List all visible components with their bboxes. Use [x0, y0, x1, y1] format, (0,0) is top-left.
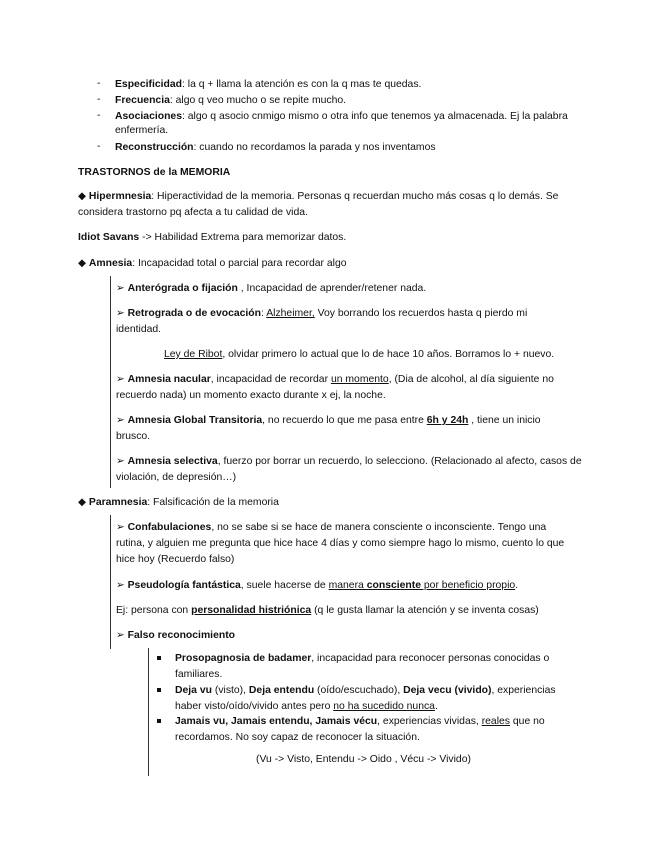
- definition: : cuando no recordamos la parada y nos inventamos: [193, 142, 436, 153]
- term: Especificidad: [115, 79, 182, 90]
- term: Amnesia: [88, 258, 133, 269]
- definition: : la q + llama la atención es con la q mas te quedas.: [182, 79, 422, 90]
- definition: , no se sabe si se hace de manera consciente o inconsciente. Tengo una rutina, y alguien me pregunta que hice hace 4 días y como siempre hago lo mismo, cuento lo que hice hoy (Recuerdo falso): [116, 522, 565, 565]
- prosopagnosia-item: [175, 651, 565, 683]
- diamond-bullet-icon: ◆: [78, 191, 86, 202]
- underlined-term: no ha sucedido nunca: [333, 701, 435, 712]
- nacular-item: ➢ Amnesia nacular, incapacidad de recordar un momento, (Dia de alcohol, al día siguiente no recuerdo nada) un momento exacto durante x ej, la noche.: [116, 374, 554, 401]
- underlined-term: Alzheimer,: [266, 308, 315, 319]
- jamais-vu-item: Jamais vu, Jamais entendu, Jamais vécu, experiencias vividas, reales que no recordamos. No soy capaz de reconocer la situación.: [175, 716, 545, 743]
- term: Confabulaciones: [127, 522, 212, 533]
- definition: , incapacidad para reconocer personas conocidas o familiares.: [175, 653, 550, 680]
- falso-reconocimiento-heading: [116, 628, 235, 643]
- term: Falso reconocimiento: [127, 630, 236, 641]
- idiot-savans-line: [78, 230, 346, 245]
- deja-vu-item: Deja vu (visto), Deja entendu (oído/escuchado), Deja vecu (vivido), experiencias haber visto/oído/vivido antes pero no ha sucedido nunca.: [175, 685, 556, 712]
- arrow-bullet-icon: ➢: [116, 283, 125, 294]
- amnesia-indent-bar: [110, 276, 111, 488]
- underlined-term: 6h y 24h: [426, 415, 469, 426]
- definition: -> Habilidad Extrema para memorizar datos.: [139, 232, 347, 243]
- diamond-bullet-icon: ◆: [78, 497, 86, 508]
- dash-bullet: -: [97, 78, 101, 89]
- ribot-item: [164, 347, 554, 362]
- selectiva-item: [116, 454, 586, 486]
- definition: , fuerzo por borrar un recuerdo, lo selecciono. (Relacionado al afecto, casos de violación, de depresión…): [116, 456, 582, 483]
- term: Pseudología fantástica: [127, 580, 241, 591]
- term: Frecuencia: [115, 95, 170, 106]
- arrow-bullet-icon: ➢: [116, 456, 125, 467]
- term: Prosopagnosia de badamer: [175, 653, 312, 664]
- underlined-term: un momento: [330, 374, 389, 385]
- arrow-bullet-icon: ➢: [116, 415, 125, 426]
- definition: Voy borrando los recuerdos hasta q pierdo mi identidad.: [116, 308, 528, 335]
- hipermnesia-paragraph: [78, 189, 578, 221]
- term: Retrograda o de evocación: [127, 308, 261, 319]
- term: Anterógrada o fijación: [127, 283, 238, 294]
- ejemplo-line: Ej: persona con personalidad histriónica (q le gusta llamar la atención y se inventa cosas): [116, 605, 539, 616]
- definition: , olvidar primero lo actual que lo de hace 10 años. Borramos lo + nuevo.: [222, 349, 555, 360]
- arrow-bullet-icon: ➢: [116, 308, 125, 319]
- definition: : Falsificación de la memoria: [147, 497, 279, 508]
- dash-bullet: -: [97, 110, 101, 121]
- section-title: TRASTORNOS de la MEMORIA: [78, 167, 231, 178]
- definition: , Incapacidad de aprender/retener nada.: [237, 283, 427, 294]
- square-bullet-icon: [157, 688, 161, 692]
- arrow-bullet-icon: ➢: [116, 630, 125, 641]
- dash-bullet: -: [97, 141, 101, 152]
- term: Amnesia nacular: [127, 374, 211, 385]
- term: Amnesia Global Transitoria: [127, 415, 263, 426]
- falso-indent-bar: [148, 648, 149, 776]
- anterograda-item: [116, 281, 426, 296]
- underlined-term: personalidad histriónica: [191, 605, 312, 616]
- term: Jamais vu, Jamais entendu, Jamais vécu: [175, 716, 378, 727]
- underlined-term: Ley de Ribot: [164, 349, 223, 360]
- confabulaciones-item: [116, 520, 566, 568]
- term: Amnesia selectiva: [127, 456, 218, 467]
- diamond-bullet-icon: ◆: [78, 258, 86, 269]
- amnesia-heading: [78, 256, 347, 271]
- pseudologia-item: ➢ Pseudología fantástica, suele hacerse de manera consciente por beneficio propio.: [116, 580, 519, 591]
- definition: : algo q veo mucho o se repite mucho.: [169, 95, 347, 106]
- arrow-bullet-icon: ➢: [116, 580, 125, 591]
- global-transitoria-item: ➢ Amnesia Global Transitoria, no recuerdo lo que me pasa entre 6h y 24h , tiene un inicio brusco.: [116, 415, 541, 442]
- definition: : Hiperactividad de la memoria. Personas q recuerdan mucho más cosas q lo demás. Se considera trastorno pq afecta a tu calidad de vida.: [78, 191, 559, 218]
- definition: : algo q asocio cnmigo mismo o otra info que tenemos ya almacenada. Ej la palabra enfermería.: [115, 111, 568, 136]
- underlined-term: reales: [481, 716, 510, 727]
- term: Paramnesia: [88, 497, 148, 508]
- square-bullet-icon: [157, 719, 161, 723]
- term: Hipermnesia: [88, 191, 152, 202]
- arrow-bullet-icon: ➢: [116, 522, 125, 533]
- dash-bullet: -: [97, 94, 101, 105]
- term: Reconstrucción: [115, 142, 194, 153]
- square-bullet-icon: [157, 656, 161, 660]
- term: Asociaciones: [115, 111, 182, 122]
- definition: : Incapacidad total o parcial para recordar algo: [132, 258, 347, 269]
- paramnesia-indent-bar: [110, 515, 111, 649]
- footer-note: (Vu -> Visto, Entendu -> Oido , Vécu -> Vivido): [256, 754, 471, 765]
- arrow-bullet-icon: ➢: [116, 374, 125, 385]
- paramnesia-heading: [78, 495, 279, 510]
- retrograda-item: ➢ Retrograda o de evocación: Alzheimer, Voy borrando los recuerdos hasta q pierdo mi identidad.: [116, 308, 528, 335]
- term: Idiot Savans: [78, 232, 140, 243]
